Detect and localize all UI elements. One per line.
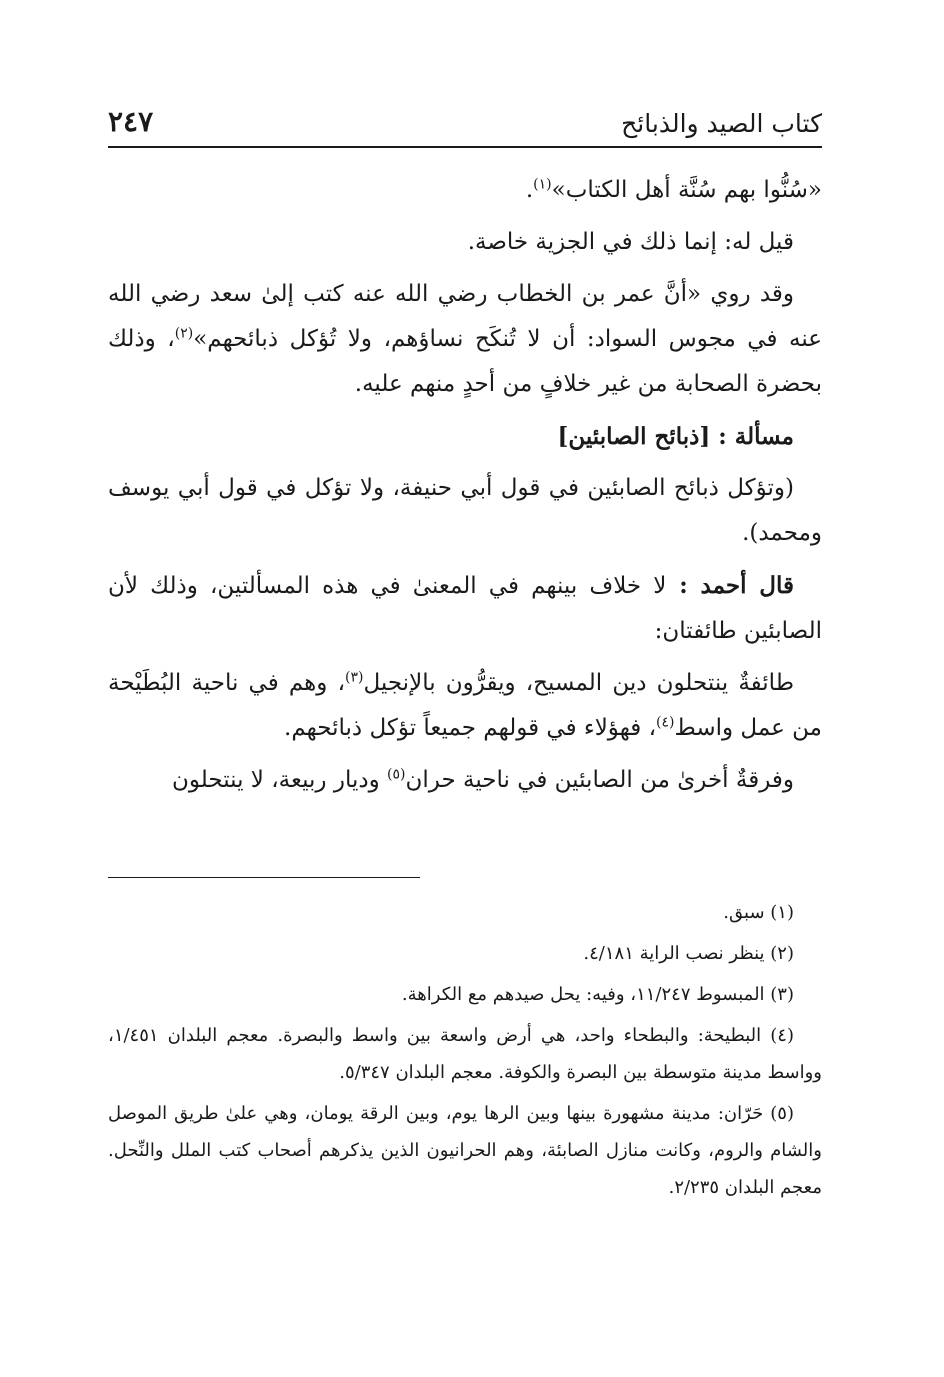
second-group-text-1: وفرقةٌ أخرىٰ من الصابئين في ناحية حران (405, 767, 794, 793)
speaker-label: قال أحمد : (666, 572, 794, 599)
footnotes (108, 894, 822, 1210)
issue-title: [ذبائح الصابئين] (557, 423, 711, 450)
paragraph-umar-letter (108, 272, 822, 407)
footnote-ref-3: (٣) (345, 669, 364, 686)
footnote-divider (108, 877, 420, 878)
hadith-quote: «سُنُّوا بهم سُنَّة أهل الكتاب» (551, 177, 822, 203)
footnote-5: (٥) حَرّان: مدينة مشهورة بينها وبين الرها يوم، وبين الرقة يومان، وهي علىٰ طريق الموصل والشام والروم، وكانت منازل الصابئة، وهم الحرانيون الذين يذكرهم أصحاب كتب الملل والنِّحل. معجم البلدان ٢/٢٣٥. (108, 1103, 822, 1198)
footnote-ref-4: (٤) (656, 714, 675, 731)
umar-letter-end: ، وذلك بحضرة الصحابة من غير خلافٍ من أحدٍ منهم عليه. (108, 326, 822, 397)
footnote-3: (٣) المبسوط ١١/٢٤٧، وفيه: يحل صيدهم مع الكراهة. (401, 984, 794, 1005)
main-text (108, 168, 822, 810)
footnote-ref-1: (١) (533, 176, 552, 193)
issue-heading (108, 414, 822, 459)
ahmad-text: لا خلاف بينهم في المعنىٰ في هذه المسألتين، وذلك لأن الصابئين طائفتان: (108, 573, 822, 644)
paragraph-matn: (وتؤكل ذبائح الصابئين في قول أبي حنيفة، ولا تؤكل في قول أبي يوسف ومحمد). (108, 475, 822, 546)
paragraph-second-group (108, 758, 822, 803)
footnote-4: (٤) البطيحة: والبطحاء واحد، هي أرض واسعة بين واسط والبصرة. معجم البلدان ١/٤٥١، وواسط مدينة متوسطة بين البصرة والكوفة. معجم البلدان ٥/٣٤٧. (108, 1025, 822, 1083)
paragraph-hadith (108, 168, 822, 213)
first-group-text-3: ، فهؤلاء في قولهم جميعاً تؤكل ذبائحهم. (284, 715, 657, 741)
footnote-ref-2: (٢) (174, 325, 194, 342)
book-page (108, 0, 822, 1377)
footnote-2: (٢) ينظر نصب الراية ٤/١٨١. (583, 943, 794, 964)
paragraph-ahmad (108, 563, 822, 654)
issue-label: مسألة : (710, 423, 794, 450)
umar-letter-text: وقد روي «أنَّ عمر بن الخطاب رضي الله عنه كتب إلىٰ سعد رضي الله عنه في مجوس السواد: أن لا تُنكَح نساؤهم، ولا تُؤكل ذبائحهم» (108, 281, 822, 352)
paragraph-reply: قيل له: إنما ذلك في الجزية خاصة. (467, 229, 794, 255)
page-header (108, 100, 822, 148)
footnote-1: (١) سبق. (723, 902, 794, 923)
first-group-text-1: طائفةٌ ينتحلون دين المسيح، ويقرُّون بالإنجيل (363, 670, 794, 696)
paragraph-first-group (108, 661, 822, 751)
second-group-text-2: وديار ربيعة، لا ينتحلون (171, 767, 388, 793)
footnote-ref-5: (٥) (387, 766, 406, 783)
page-number: ٢٤٧ (108, 105, 154, 138)
running-title: كتاب الصيد والذبائح (621, 109, 822, 138)
first-group-text-2: ، وهم في ناحية البُطَيْحة من عمل واسط (108, 670, 822, 741)
punctuation: . (525, 177, 534, 203)
